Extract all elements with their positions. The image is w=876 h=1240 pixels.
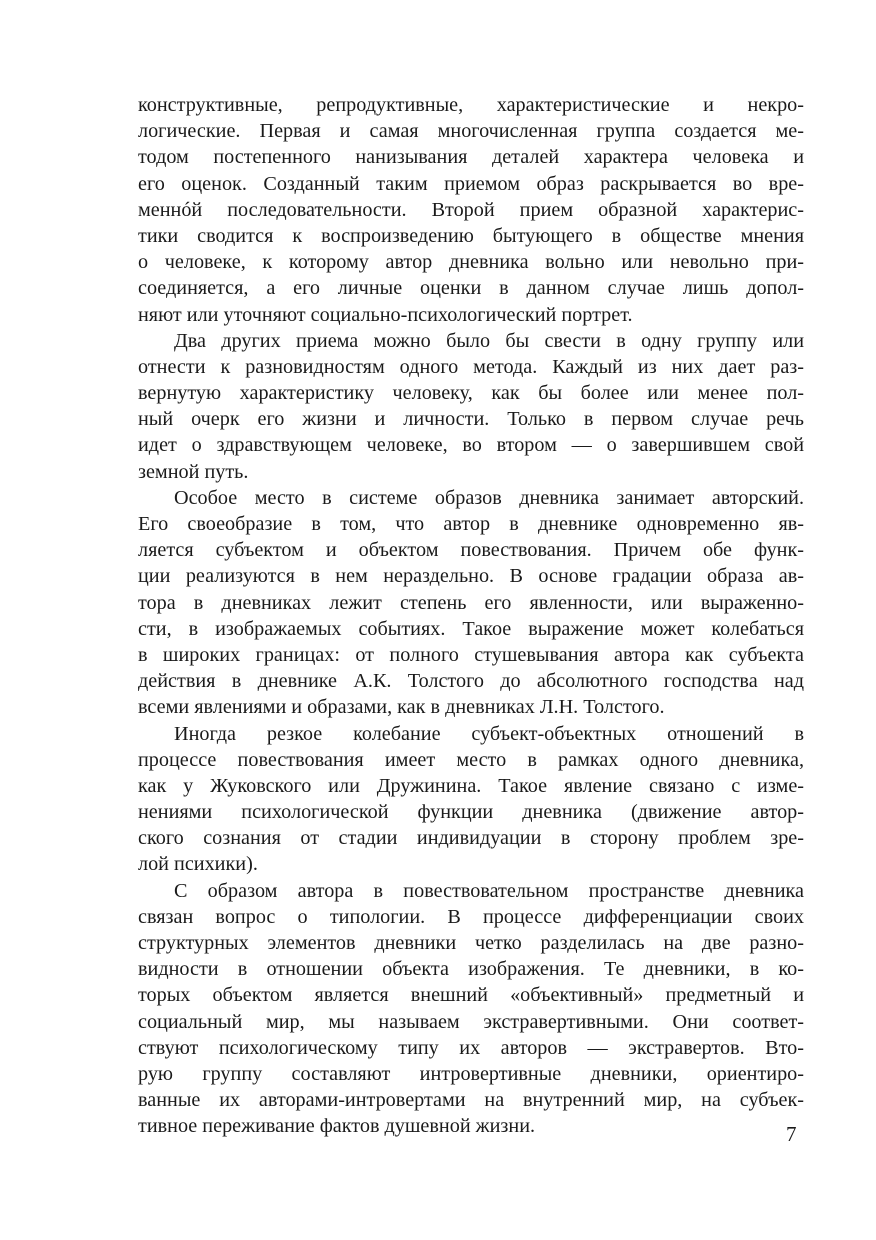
paragraph-3 bbox=[138, 485, 804, 721]
text-line: идет о здравствующем человеке, во втором — о завершившем свой bbox=[138, 434, 804, 457]
text-line: связан вопрос о типологии. В процессе дифференциации своих bbox=[138, 905, 804, 928]
text-line: ванные их авторами-интровертами на внутренний мир, на субъек- bbox=[138, 1089, 804, 1112]
text-line: ляется субъектом и объектом повествования. Причем обе функ- bbox=[138, 539, 804, 562]
text-line: сти, в изображаемых событиях. Такое выражение может колебаться bbox=[138, 617, 804, 640]
text-line: вернутую характеристику человеку, как бы более или менее пол- bbox=[138, 382, 804, 405]
text-line: тора в дневниках лежит степень его явленности, или выраженно- bbox=[138, 591, 804, 614]
text-line: процессе повествования имеет место в рамках одного дневника, bbox=[138, 748, 804, 771]
text-line: ный очерк его жизни и личности. Только в первом случае речь bbox=[138, 408, 804, 431]
text-line: Его своеобразие в том, что автор в дневнике одновременно яв- bbox=[138, 513, 804, 535]
text-line: логические. Первая и самая многочисленная группа создается ме- bbox=[138, 120, 804, 143]
text-line: действия в дневнике А.К. Толстого до абсолютного господства над bbox=[138, 670, 804, 693]
text-line: торых объектом является внешний «объективный» предметный и bbox=[138, 984, 804, 1007]
text-line: структурных элементов дневники четко разделилась на две разно- bbox=[138, 932, 804, 954]
text-line: рую группу составляют интровертивные дневники, ориентиро- bbox=[138, 1062, 804, 1085]
text-line: ского сознания от стадии индивидуации в сторону проблем зре- bbox=[138, 827, 804, 850]
text-line: Иногда резкое колебание субъект-объектных отношений в bbox=[174, 722, 804, 745]
text-line: как у Жуковского или Дружинина. Такое явление связано с изме- bbox=[138, 774, 804, 797]
body-text bbox=[138, 92, 804, 1140]
paragraph-4 bbox=[138, 721, 804, 878]
text-line: тики сводится к воспроизведению бытующего в обществе мнения bbox=[138, 224, 804, 247]
text-line: в широких границах: от полного стушевывания автора как субъекта bbox=[138, 643, 804, 666]
text-line: нениями психологической функции дневника (движение автор- bbox=[138, 801, 804, 824]
text-line: тивное переживание фактов душевной жизни. bbox=[138, 1115, 536, 1138]
text-line: социальный мир, мы называем экстравертивными. Они соответ- bbox=[138, 1010, 804, 1033]
paragraph-1 bbox=[138, 92, 804, 328]
text-line: меннóй последовательности. Второй прием образной характерис- bbox=[138, 198, 804, 221]
text-line: его оценок. Созданный таким приемом образ раскрывается во вре- bbox=[138, 172, 804, 195]
text-line: Два других приема можно было бы свести в одну группу или bbox=[174, 329, 804, 352]
text-line: видности в отношении объекта изображения. Те дневники, в ко- bbox=[138, 958, 804, 981]
text-line: няют или уточняют социально-психологический портрет. bbox=[138, 303, 633, 326]
text-line: всеми явлениями и образами, как в дневниках Л.Н. Толстого. bbox=[138, 696, 665, 719]
page-number: 7 bbox=[786, 1122, 797, 1146]
text-line: лой психики). bbox=[138, 853, 258, 876]
text-line: Особое место в системе образов дневника занимает авторский. bbox=[174, 486, 804, 509]
paragraph-2 bbox=[138, 328, 804, 485]
text-line: ции реализуются в нем нераздельно. В основе градации образа ав- bbox=[138, 565, 804, 588]
text-line: земной путь. bbox=[138, 460, 249, 483]
text-line: С образом автора в повествовательном пространстве дневника bbox=[174, 879, 804, 902]
text-line: отнести к разновидностям одного метода. Каждый из них дает раз- bbox=[138, 355, 804, 378]
text-line: конструктивные, репродуктивные, характеристические и некро- bbox=[138, 94, 804, 116]
text-line: ствуют психологическому типу их авторов — экстравертов. Вто- bbox=[138, 1036, 804, 1059]
text-line: соединяется, а его личные оценки в данном случае лишь допол- bbox=[138, 277, 804, 300]
text-line: тодом постепенного нанизывания деталей характера человека и bbox=[138, 146, 804, 169]
text-line: о человеке, к которому автор дневника вольно или невольно при- bbox=[138, 251, 804, 274]
paragraph-5 bbox=[138, 878, 804, 1140]
